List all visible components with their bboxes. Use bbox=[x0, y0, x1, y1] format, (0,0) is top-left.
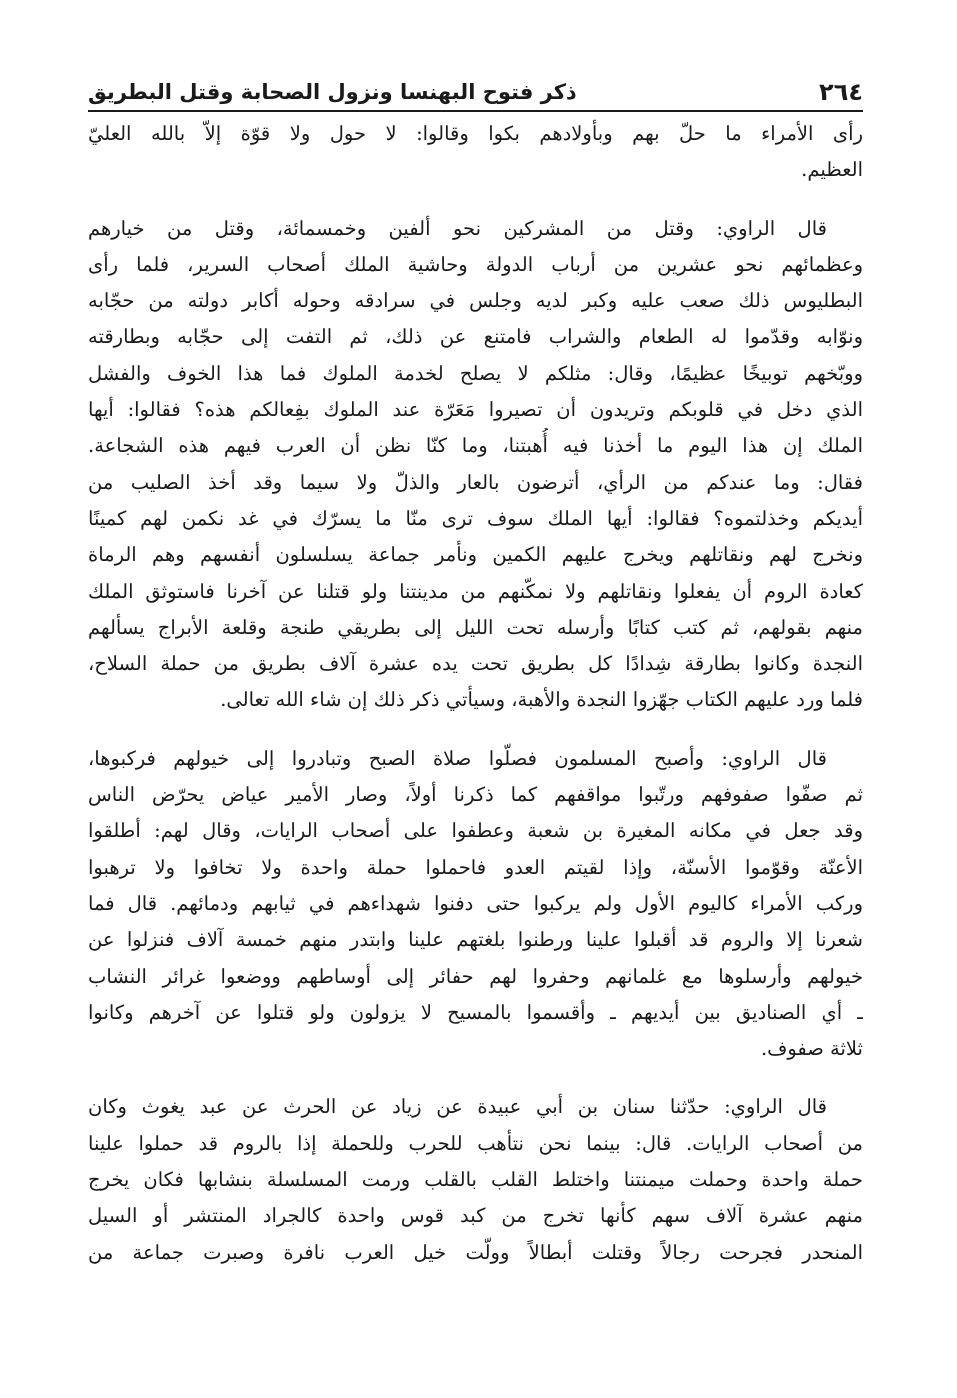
paragraph bbox=[88, 116, 863, 189]
text-line: خيولهم وأرسلوها مع غلمانهم وحفروا لهم حفائر إلى أوساطهم ووضعوا غرائر النشاب bbox=[88, 964, 863, 988]
text-line: شعرنا إلا والروم قد أقبلوا علينا ورطنوا بلغتهم علينا وابتدر منهم خمسة آلاف فنزلوا عن bbox=[88, 928, 863, 952]
running-header bbox=[88, 74, 863, 112]
text-line: أيديكم وخذلتموه؟ فقالوا: أيها الملك سوف ترى منّا ما يسرّك في غد نكمن لهم كمينًا bbox=[88, 506, 863, 530]
text-line: الذي دخل في قلوبكم وتريدون أن تصيروا مَعَرّة عند الملوك بفِعالكم هذه؟ فقالوا: أيها bbox=[88, 398, 863, 422]
text-line: المنحدر فجرحت رجالاً وقتلت أبطالاً وولّت خيل العرب نافرة وصبرت جماعة من bbox=[88, 1240, 863, 1264]
text-line: فلما ورد عليهم الكتاب جهّزوا النجدة والأهبة، وسيأتي ذكر ذلك إن شاء الله تعالى. bbox=[220, 688, 863, 712]
text-line: البطليوس ذلك صعب عليه وكبر لديه وجلس في سرادقه وحوله أكابر دولته من حجّابه bbox=[88, 289, 863, 313]
text-line: من أصحاب الرايات. قال: بينما نحن نتأهب للحرب وللحملة إذا بالروم قد حملوا علينا bbox=[88, 1131, 863, 1155]
text-line: ونوّابه وقدّموا له الطعام والشراب فامتنع عن ذلك، ثم التفت إلى حجّابه وبطارقته bbox=[88, 325, 863, 349]
text-line: ثم صفّوا صفوفهم ورتّبوا مواقفهم كما ذكرنا أولاً، وصار الأمير عياض يحرّض الناس bbox=[88, 783, 863, 807]
text-line: قال الراوي: وقتل من المشركين نحو ألفين وخمسمائة، وقتل من خيارهم bbox=[88, 216, 827, 240]
text-line: وركب الأمراء كاليوم الأول ولم يركبوا حتى دفنوا شهداءهم في ثيابهم ودمائهم. قال فما bbox=[88, 891, 863, 915]
chapter-title: ذكر فتوح البهنسا ونزول الصحابة وقتل البطريق bbox=[88, 80, 577, 104]
paragraph bbox=[88, 741, 863, 1068]
text-line: العظيم. bbox=[801, 158, 863, 182]
text-line: ونخرج لهم ونقاتلهم ويخرج عليهم الكمين ونأمر جماعة يسلسلون أنفسهم وهم الرماة bbox=[88, 543, 863, 567]
text-line: النجدة وكانوا بطارقة شِدادًا كل بطريق تحت يده عشرة آلاف بطريق من حملة السلاح، bbox=[88, 652, 863, 676]
paragraph bbox=[88, 1089, 863, 1270]
text-line: كعادة الروم أن يفعلوا ونقاتلهم ولا نمكّنهم من مدينتنا ولو قتلنا عن آخرنا فاستوثق الملك bbox=[88, 579, 863, 603]
text-line: وقد جعل في مكانه المغيرة بن شعبة وعطفوا على أصحاب الرايات، وقال لهم: أطلقوا bbox=[88, 819, 863, 843]
text-line: قال الراوي: وأصبح المسلمون فصلّوا صلاة الصبح وتبادروا إلى خيولهم فركبوها، bbox=[88, 746, 827, 770]
text-line: رأى الأمراء ما حلّ بهم وبأولادهم بكوا وقالوا: لا حول ولا قوّة إلاّ بالله العليّ bbox=[88, 122, 863, 145]
text-line: قال الراوي: حدّثنا سنان بن أبي عبيدة عن زياد عن الحرث عن عبد يغوث وكان bbox=[88, 1095, 827, 1119]
page-number: ٢٦٤ bbox=[819, 78, 863, 106]
text-line: ووبّخهم توبيخًا عظيمًا، وقال: مثلكم لا يصلح لخدمة الملوك فما هذا الخوف والفشل bbox=[88, 361, 863, 385]
text-line: الأعنّة وقوّموا الأسنّة، وإذا لقيتم العدو فاحملوا حملة واحدة ولا تخافوا ولا ترهبوا bbox=[88, 855, 863, 879]
text-line: ـ أي الصناديق بين أيديهم ـ وأقسموا بالمسيح لا يزولون ولو قتلوا عن آخرهم وكانوا bbox=[88, 1000, 863, 1024]
text-line: الملك إن هذا اليوم ما أخذنا فيه أُهبتنا، وما كنّا نظن أن العرب فيهم هذه الشجاعة. bbox=[88, 434, 863, 458]
paragraph bbox=[88, 211, 863, 719]
text-line: منهم بقولهم، ثم كتب كتابًا وأرسله تحت الليل إلى بطريقي طنجة وقلعة الأبراج يسألهم bbox=[88, 615, 863, 639]
text-line: حملة واحدة وحملت ميمنتنا واختلط القلب بالقلب ورمت المسلسلة بنشابها فكان يخرج bbox=[88, 1168, 863, 1192]
book-page bbox=[88, 74, 863, 1293]
text-line: ثلاثة صفوف. bbox=[760, 1037, 863, 1061]
text-line: منهم عشرة آلاف سهم كأنها تخرج من كبد قوس واحدة كالجراد المنتشر أو السيل bbox=[88, 1204, 863, 1228]
text-line: فقال: وما عندكم من الرأي، أترضون بالعار والذلّ ولا سيما وقد أخذ الصليب من bbox=[88, 470, 863, 494]
body-text bbox=[88, 116, 863, 1271]
text-line: وعظمائهم نحو عشرين من أرباب الدولة وحاشية الملك أصحاب السرير، فلما رأى bbox=[88, 252, 863, 276]
